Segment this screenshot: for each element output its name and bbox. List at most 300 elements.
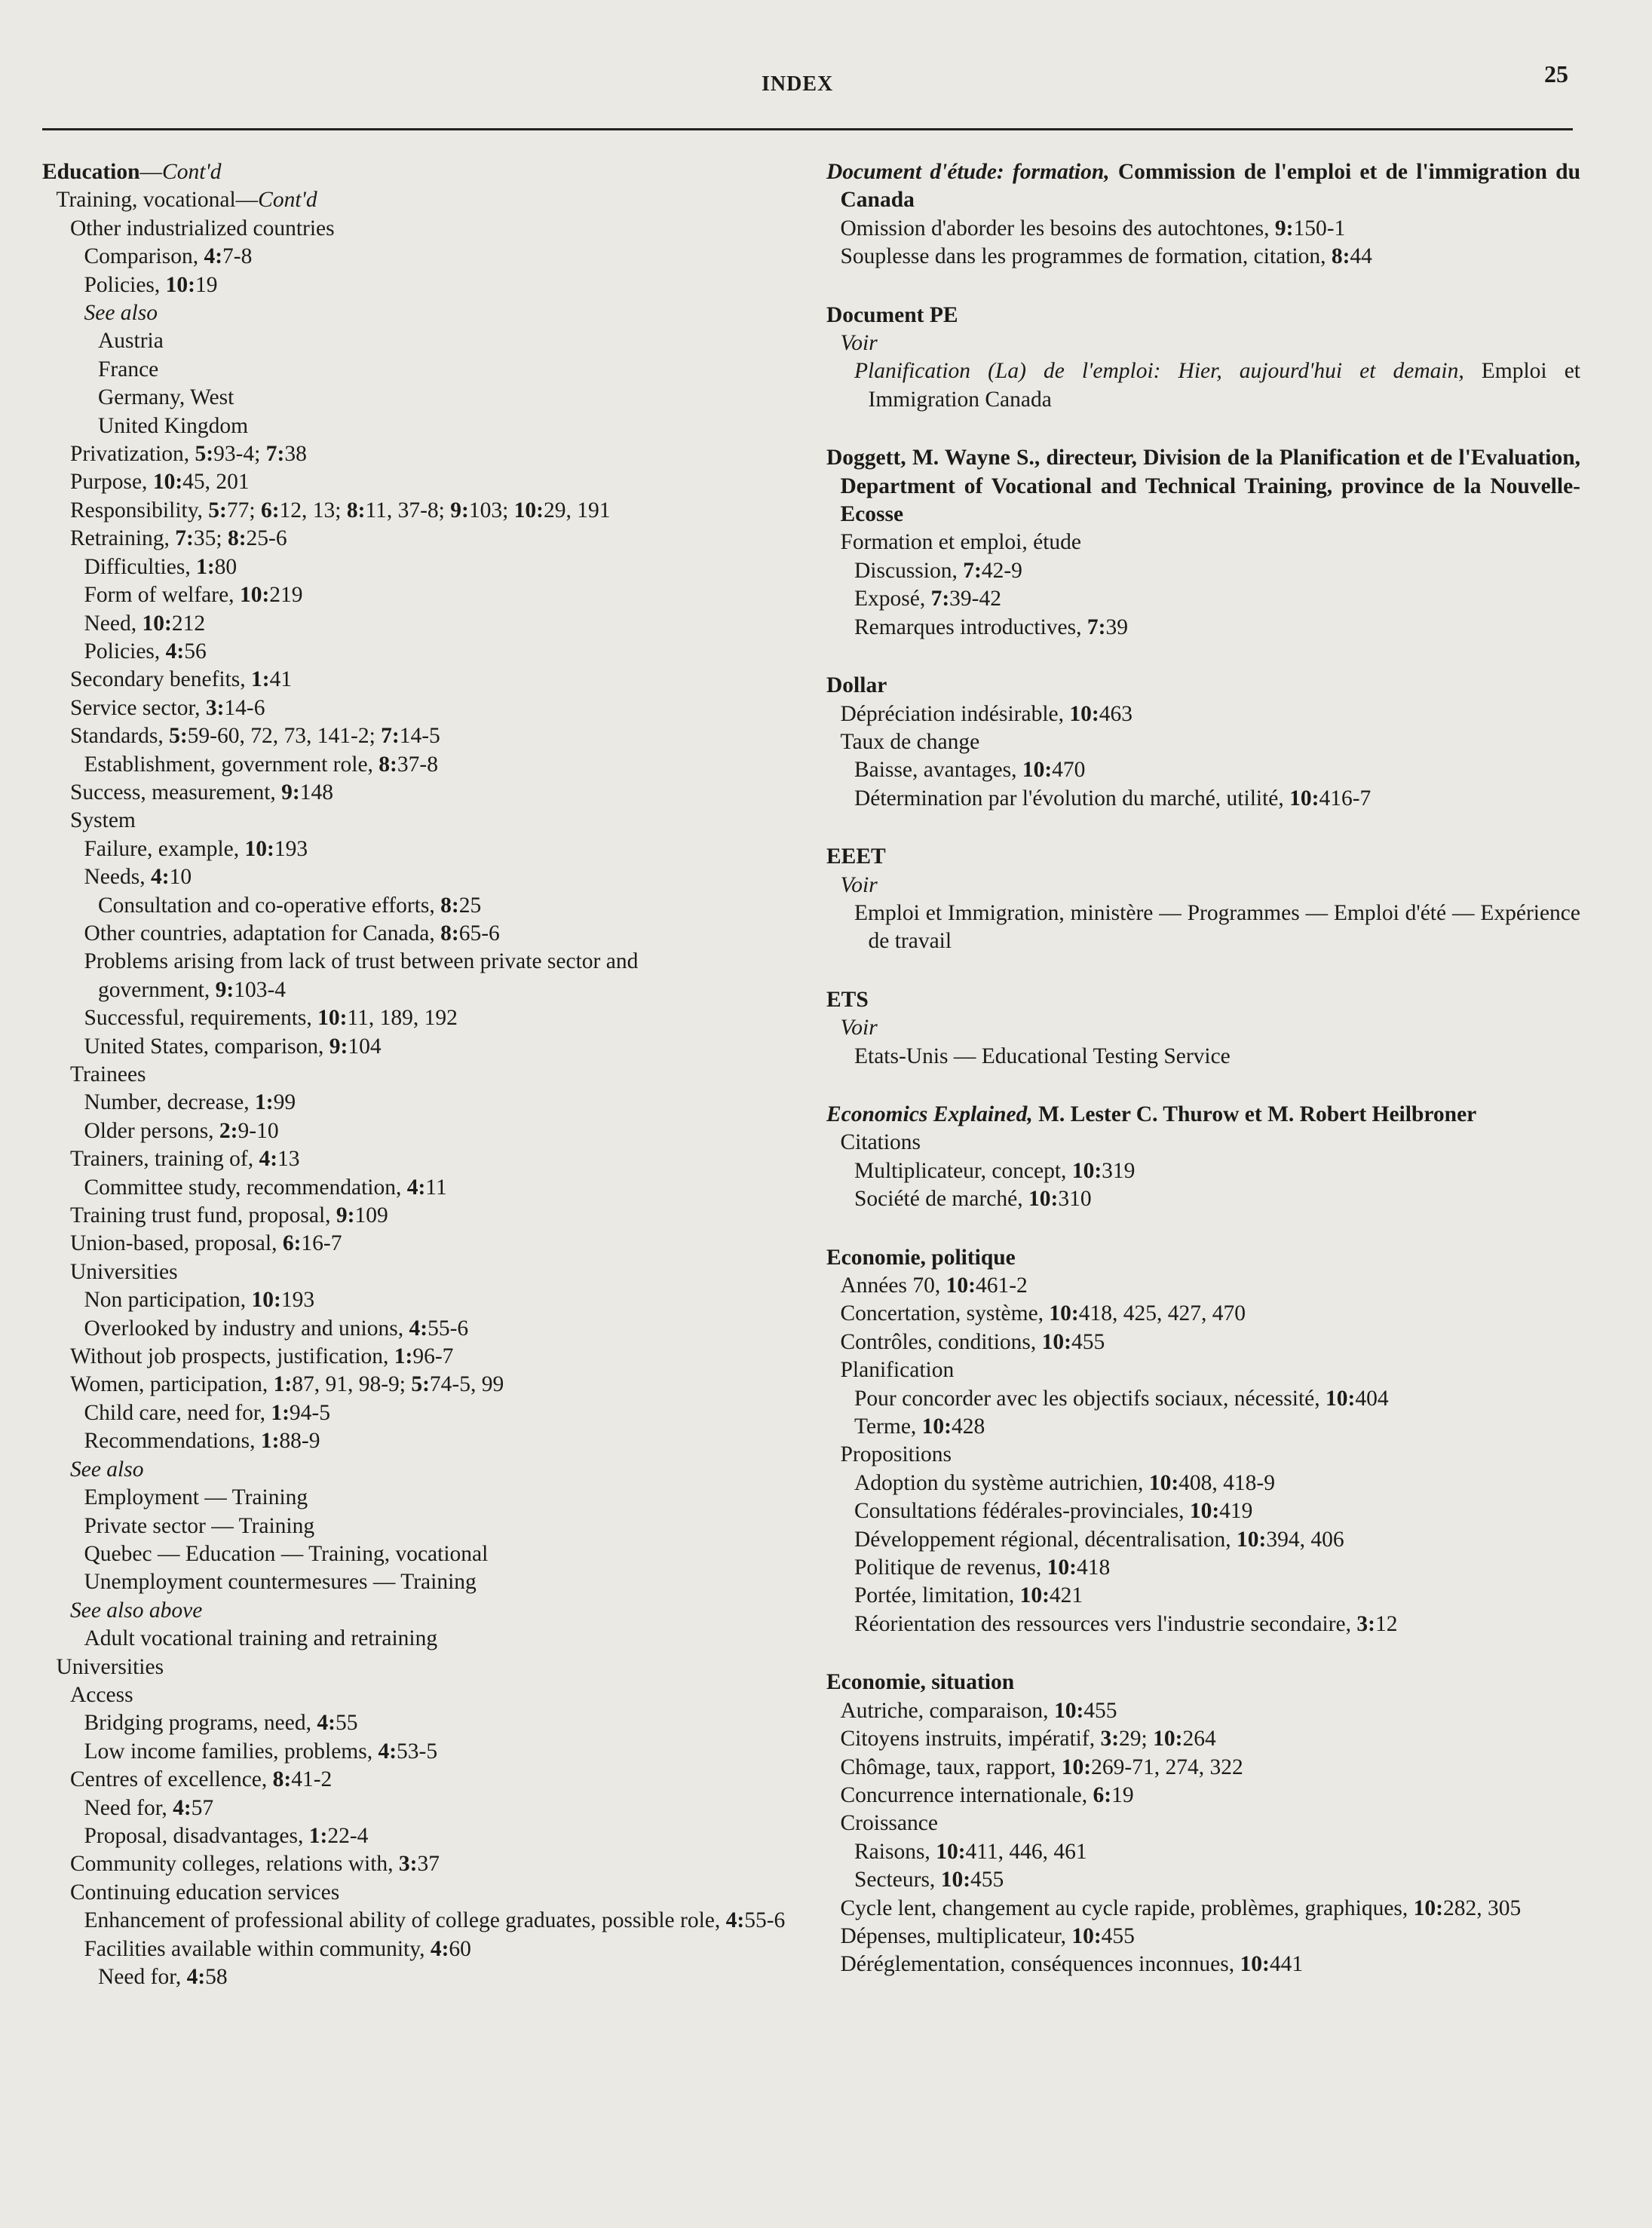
entry-text: Standards, — [70, 724, 170, 749]
volume-number: 1: — [196, 554, 215, 579]
volume-number: 5: — [195, 442, 214, 467]
entry-text: Retraining, — [70, 526, 176, 551]
volume-number: 10: — [165, 272, 195, 297]
entry-text: Exposé, — [854, 587, 931, 611]
index-subentry — [826, 1725, 1580, 1753]
entry-text: 12 — [1375, 1611, 1398, 1636]
volume-number: 10: — [1071, 1158, 1102, 1183]
entry-text: Dépenses, multiplicateur, — [840, 1923, 1072, 1948]
entry-text: Multiplicateur, concept, — [854, 1158, 1072, 1183]
index-subentry — [42, 271, 811, 299]
entry-text: 37 — [417, 1852, 440, 1877]
index-subentry — [826, 1497, 1580, 1525]
entry-text: 22-4 — [327, 1823, 369, 1848]
entry-text: 455 — [970, 1868, 1004, 1892]
entry-text: Concurrence internationale, — [840, 1782, 1093, 1807]
entry-text: Raisons, — [854, 1839, 936, 1864]
volume-number: 8: — [440, 893, 459, 918]
index-subentry — [42, 299, 811, 327]
index-subentry — [826, 899, 1580, 956]
entry-text: Without job prospects, justification, — [70, 1344, 394, 1369]
volume-number: 1: — [251, 667, 270, 692]
entry-text: Développement régional, décentralisation, — [854, 1527, 1237, 1552]
entry-separator — [826, 956, 1580, 986]
entry-text: 55-6 — [428, 1316, 469, 1341]
volume-number: 10: — [1326, 1386, 1356, 1411]
index-subentry — [42, 1033, 811, 1061]
volume-number: 3: — [205, 695, 225, 720]
entry-text: Terme, — [854, 1414, 922, 1439]
index-subentry — [826, 1610, 1580, 1638]
volume-number: 10: — [142, 611, 172, 636]
entry-text: Need for, — [98, 1965, 187, 1989]
entry-text: Overlooked by industry and unions, — [84, 1316, 409, 1341]
index-subentry — [826, 1697, 1580, 1725]
index-subentry — [42, 1343, 811, 1371]
entry-text: Voir — [840, 1016, 878, 1040]
index-subentry — [42, 1738, 811, 1766]
index-subentry — [42, 1766, 811, 1794]
index-subentry — [826, 785, 1580, 813]
volume-number: 6: — [282, 1231, 302, 1256]
entry-text: Older persons, — [84, 1118, 219, 1143]
entry-text: Concertation, système, — [840, 1301, 1050, 1326]
entry-text: Other countries, adaptation for Canada, — [84, 921, 441, 945]
index-heading — [826, 1669, 1580, 1696]
volume-number: 5: — [208, 498, 227, 523]
entry-text: 7-8 — [222, 244, 253, 269]
index-subentry — [42, 835, 811, 863]
entry-text: 269-71, 274, 322 — [1091, 1755, 1243, 1779]
entry-separator — [826, 813, 1580, 843]
entry-text: Document PE — [826, 302, 958, 327]
entry-text: Formation et emploi, étude — [840, 530, 1082, 555]
volume-number: 9: — [336, 1203, 355, 1228]
entry-text: Austria — [98, 329, 164, 354]
entry-text: Training trust fund, proposal, — [70, 1203, 336, 1228]
volume-number: 7: — [175, 526, 194, 551]
index-subentry — [42, 327, 811, 355]
index-heading — [826, 1244, 1580, 1272]
entry-text: 80 — [214, 554, 238, 579]
index-subentry — [826, 614, 1580, 642]
volume-number: 10: — [1028, 1187, 1059, 1212]
entry-text: 57 — [191, 1795, 214, 1820]
volume-number: 4: — [406, 1175, 426, 1200]
index-subentry — [42, 468, 811, 496]
index-subentry — [826, 1895, 1580, 1923]
volume-number: 10: — [1047, 1555, 1077, 1580]
entry-text: 104 — [348, 1034, 382, 1059]
entry-text: Document d'étude: formation, — [826, 160, 1110, 184]
entry-text: 109 — [354, 1203, 388, 1228]
entry-text: Universities — [70, 1259, 178, 1284]
entry-text: Commission de l'emploi et de l'immigration du Canada — [840, 160, 1580, 213]
entry-text: Déréglementation, conséquences inconnues, — [840, 1952, 1240, 1977]
entry-text: Proposal, disadvantages, — [84, 1823, 309, 1848]
index-heading — [826, 986, 1580, 1014]
volume-number: 4: — [725, 1908, 745, 1933]
entry-text: Training, vocational— — [56, 188, 259, 213]
entry-text: Low income families, problems, — [84, 1739, 379, 1764]
volume-number: 1: — [260, 1429, 280, 1454]
index-subentry — [42, 694, 811, 722]
index-subentry — [42, 1879, 811, 1907]
index-subentry — [42, 1625, 811, 1653]
entry-text: 11 — [425, 1175, 447, 1200]
volume-number: 8: — [1331, 244, 1350, 269]
entry-text: Comparison, — [84, 244, 204, 269]
volume-number: 4: — [173, 1795, 192, 1820]
entry-text: 58 — [205, 1965, 228, 1989]
entry-text: See also — [84, 301, 158, 326]
entry-text: 99 — [273, 1090, 296, 1115]
entry-text: Cont'd — [258, 188, 317, 213]
volume-number: 9: — [1274, 216, 1294, 241]
entry-text: 394, 406 — [1266, 1527, 1344, 1552]
entry-text: Etats-Unis — Educational Testing Service — [854, 1044, 1231, 1068]
index-column-right — [826, 158, 1580, 1979]
entry-text: Chômage, taux, rapport, — [840, 1755, 1062, 1779]
entry-text: 77; — [226, 498, 261, 523]
volume-number: 10: — [946, 1273, 976, 1298]
index-subentry — [42, 1089, 811, 1117]
index-heading — [826, 444, 1580, 529]
entry-text: 455 — [1071, 1329, 1105, 1354]
entry-text: See also above — [70, 1598, 203, 1623]
volume-number: 10: — [513, 498, 544, 523]
entry-text: 55-6 — [744, 1908, 786, 1933]
entry-text: Voir — [840, 331, 878, 356]
index-subentry — [826, 529, 1580, 556]
entry-text: Cycle lent, changement au cycle rapide, problèmes, graphiques, — [840, 1895, 1414, 1920]
entry-text: Private sector — Training — [84, 1513, 315, 1538]
entry-text: Cont'd — [162, 160, 222, 184]
index-subentry — [42, 1427, 811, 1455]
entry-text: Need, — [84, 611, 143, 636]
entry-separator — [826, 1638, 1580, 1669]
index-subentry — [42, 976, 811, 1004]
index-subentry — [42, 1258, 811, 1286]
entry-text: 37-8 — [397, 752, 438, 777]
index-subentry — [826, 1129, 1580, 1157]
index-subentry — [826, 1866, 1580, 1894]
entry-text: Difficulties, — [84, 554, 197, 579]
index-subentry — [826, 700, 1580, 728]
index-subentry — [42, 1145, 811, 1173]
entry-text: 421 — [1049, 1583, 1083, 1608]
entry-text: 55 — [335, 1711, 358, 1736]
volume-number: 1: — [308, 1823, 328, 1848]
volume-number: 10: — [244, 836, 274, 861]
entry-text: Contrôles, conditions, — [840, 1329, 1042, 1354]
volume-number: 7: — [963, 558, 982, 583]
entry-text: 103-4 — [234, 977, 287, 1002]
entry-text: 56 — [184, 639, 207, 663]
entry-text: Taux de change — [840, 729, 980, 754]
index-subentry — [42, 1286, 811, 1314]
entry-text: Access — [70, 1682, 133, 1707]
index-subentry — [826, 872, 1580, 899]
entry-text: Number, decrease, — [84, 1090, 256, 1115]
index-subentry — [826, 1469, 1580, 1497]
entry-text: Recommendations, — [84, 1429, 261, 1454]
entry-text: Dollar — [826, 673, 887, 698]
entry-text: 461-2 — [975, 1273, 1028, 1298]
index-subentry — [42, 1935, 811, 1963]
entry-text: 19 — [195, 272, 218, 297]
entry-text: 193 — [274, 836, 308, 861]
entry-text: Société de marché, — [854, 1187, 1028, 1212]
index-subentry — [42, 440, 811, 468]
entry-text: 103; — [468, 498, 514, 523]
entry-text: Unemployment countermesures — Training — [84, 1570, 477, 1595]
entry-text: Dépréciation indésirable, — [840, 701, 1070, 726]
entry-text: Committee study, recommendation, — [84, 1175, 407, 1200]
volume-number: 8: — [272, 1767, 292, 1792]
index-heading — [42, 158, 811, 186]
volume-number: 2: — [219, 1118, 238, 1143]
entry-text: 419 — [1219, 1499, 1253, 1524]
index-subentry — [826, 1441, 1580, 1469]
entry-text: Economie, situation — [826, 1670, 1015, 1695]
volume-number: 10: — [921, 1414, 952, 1439]
entry-text: Success, measurement, — [70, 780, 282, 804]
entry-text: 35; — [193, 526, 228, 551]
volume-number: 10: — [1148, 1470, 1179, 1495]
index-subentry — [42, 1117, 811, 1145]
entry-text: 93-4; — [213, 442, 266, 467]
entry-text: Planification — [840, 1358, 955, 1383]
entry-text: France — [98, 357, 159, 382]
volume-number: 10: — [1237, 1527, 1267, 1552]
entry-text: Citations — [840, 1130, 921, 1155]
entry-text: Portée, limitation, — [854, 1583, 1020, 1608]
index-subentry — [42, 610, 811, 638]
entry-text: Omission d'aborder les besoins des autochtones, — [840, 216, 1275, 241]
entry-text: Secondary benefits, — [70, 667, 252, 692]
index-heading — [826, 672, 1580, 700]
volume-number: 3: — [1100, 1727, 1120, 1751]
volume-number: 10: — [1189, 1499, 1220, 1524]
entry-text: 470 — [1052, 758, 1086, 783]
volume-number: 4: — [150, 865, 170, 890]
volume-number: 10: — [940, 1868, 971, 1892]
entry-text: 9-10 — [238, 1118, 279, 1143]
entry-text: Economics Explained, — [826, 1102, 1033, 1126]
index-subentry — [826, 756, 1580, 784]
entry-text: Secteurs, — [854, 1868, 941, 1892]
index-subentry — [826, 1810, 1580, 1837]
entry-text: 12, 13; — [279, 498, 347, 523]
index-subentry — [42, 1540, 811, 1568]
entry-text: Autriche, comparaison, — [840, 1698, 1054, 1723]
entry-text: 404 — [1355, 1386, 1389, 1411]
entry-text: Discussion, — [854, 558, 964, 583]
entry-text: 87, 91, 98-9; — [292, 1372, 412, 1397]
entry-text: Failure, example, — [84, 836, 245, 861]
index-subentry — [826, 1782, 1580, 1810]
entry-text: Service sector, — [70, 695, 206, 720]
entry-text: 264 — [1182, 1727, 1216, 1751]
index-subentry — [826, 557, 1580, 585]
index-subentry — [42, 1484, 811, 1512]
index-subentry — [42, 356, 811, 384]
volume-number: 10: — [1240, 1952, 1270, 1977]
volume-number: 1: — [394, 1344, 413, 1369]
entry-text: Child care, need for, — [84, 1400, 271, 1425]
index-subentry — [42, 920, 811, 948]
volume-number: 3: — [1356, 1611, 1375, 1636]
index-subentry — [42, 243, 811, 271]
index-subentry — [826, 1838, 1580, 1866]
volume-number: 4: — [378, 1739, 397, 1764]
volume-number: 7: — [930, 587, 950, 611]
volume-number: 4: — [409, 1316, 428, 1341]
volume-number: 4: — [186, 1965, 206, 1989]
index-subentry — [826, 1923, 1580, 1951]
index-subentry — [42, 215, 811, 243]
entry-text: 14-5 — [399, 724, 440, 749]
entry-text: Employment — Training — [84, 1485, 308, 1510]
index-subentry — [42, 412, 811, 440]
volume-number: 10: — [251, 1288, 281, 1313]
volume-number: 10: — [1289, 786, 1319, 811]
entry-text: 212 — [171, 611, 206, 636]
volume-number: 9: — [281, 780, 300, 804]
index-subentry — [42, 1568, 811, 1596]
index-subentry — [826, 1272, 1580, 1300]
volume-number: 5: — [169, 724, 188, 749]
volume-number: 10: — [239, 583, 270, 608]
entry-text: Enhancement of professional ability of college graduates, possible role, — [84, 1908, 726, 1933]
entry-text: 41 — [269, 667, 293, 692]
entry-text: Privatization, — [70, 442, 195, 467]
index-subentry — [42, 722, 811, 750]
volume-number: 10: — [1153, 1727, 1183, 1751]
index-subentry — [42, 807, 811, 835]
index-subentry — [42, 1512, 811, 1540]
volume-number: 10: — [317, 1006, 348, 1031]
entry-text: ETS — [826, 987, 869, 1012]
entry-text: Education — [42, 160, 140, 184]
entry-text: Adult vocational training and retraining — [84, 1626, 438, 1651]
entry-text: Form of welfare, — [84, 583, 240, 608]
index-subentry — [826, 1014, 1580, 1042]
entry-text: 19 — [1111, 1782, 1134, 1807]
entry-text: 148 — [299, 780, 333, 804]
index-subentry — [42, 751, 811, 779]
volume-number: 9: — [329, 1034, 348, 1059]
entry-text: 16-7 — [301, 1231, 342, 1256]
entry-text: Bridging programs, need, — [84, 1711, 317, 1736]
volume-number: 3: — [398, 1852, 418, 1877]
entry-text: Problems arising from lack of trust between private sector and — [84, 949, 639, 974]
entry-text: 94-5 — [289, 1400, 330, 1425]
index-subentry — [826, 1385, 1580, 1413]
index-subentry — [42, 1597, 811, 1625]
volume-number: 8: — [346, 498, 366, 523]
volume-number: 6: — [260, 498, 280, 523]
index-subentry — [826, 728, 1580, 756]
index-subentry — [42, 1653, 811, 1681]
index-subentry — [826, 1329, 1580, 1356]
volume-number: 1: — [271, 1400, 290, 1425]
entry-text: Policies, — [84, 639, 166, 663]
index-subentry — [42, 638, 811, 666]
entry-text: 319 — [1102, 1158, 1136, 1183]
volume-number: 1: — [273, 1372, 293, 1397]
entry-text: Needs, — [84, 865, 151, 890]
volume-number: 10: — [1053, 1698, 1084, 1723]
entry-text: Other industrialized countries — [70, 216, 335, 241]
volume-number: 10: — [1019, 1583, 1050, 1608]
index-subentry — [826, 1554, 1580, 1582]
index-subentry — [826, 1526, 1580, 1554]
entry-text: Union-based, proposal, — [70, 1231, 283, 1256]
entry-separator — [826, 642, 1580, 672]
entry-text: Non participation, — [84, 1288, 252, 1313]
index-subentry — [42, 892, 811, 920]
entry-text: 53-5 — [397, 1739, 438, 1764]
entry-text: Consultations fédérales-provinciales, — [854, 1499, 1190, 1524]
entry-text: 411, 446, 461 — [965, 1839, 1087, 1864]
volume-number: 5: — [411, 1372, 430, 1397]
volume-number: 10: — [936, 1839, 966, 1864]
entry-text: Réorientation des ressources vers l'industrie secondaire, — [854, 1611, 1357, 1636]
entry-text: Successful, requirements, — [84, 1006, 318, 1031]
entry-text: 408, 418-9 — [1178, 1470, 1275, 1495]
entry-text: 13 — [277, 1147, 300, 1172]
entry-text: 11, 189, 192 — [347, 1006, 458, 1031]
entry-text: Croissance — [840, 1811, 938, 1836]
index-heading — [826, 843, 1580, 871]
index-subentry — [42, 186, 811, 214]
entry-text: 455 — [1083, 1698, 1117, 1723]
entry-text: Voir — [840, 872, 878, 897]
entry-text: 428 — [952, 1414, 985, 1439]
entry-text: 65-6 — [458, 921, 500, 945]
volume-number: 7: — [1087, 614, 1106, 639]
entry-text: 39 — [1105, 614, 1128, 639]
index-heading — [826, 1101, 1580, 1129]
entry-text: 74-5, 99 — [429, 1372, 504, 1397]
entry-text: Emploi et Immigration, ministère — Programmes — Emploi d'été — Expérience de travail — [854, 900, 1580, 954]
entry-text: 96-7 — [412, 1344, 454, 1369]
entry-text: Universities — [56, 1654, 164, 1679]
index-subentry — [42, 1174, 811, 1202]
index-subentry — [42, 1315, 811, 1343]
entry-text: 418, 425, 427, 470 — [1078, 1301, 1246, 1326]
index-subentry — [42, 863, 811, 891]
entry-separator — [826, 414, 1580, 444]
entry-separator — [826, 1214, 1580, 1244]
entry-text: Trainers, training of, — [70, 1147, 259, 1172]
entry-text: Quebec — Education — Training, vocational — [84, 1541, 489, 1566]
entry-text: 441 — [1269, 1952, 1304, 1977]
volume-number: 7: — [381, 724, 400, 749]
entry-text: 45, 201 — [182, 470, 250, 495]
entry-text: 41-2 — [291, 1767, 333, 1792]
index-subentry — [826, 585, 1580, 613]
index-subentry — [826, 1951, 1580, 1978]
index-subentry — [826, 1043, 1580, 1071]
index-subentry — [826, 1582, 1580, 1610]
entry-text: Trainees — [70, 1062, 146, 1086]
entry-text: 150-1 — [1293, 216, 1346, 241]
running-head: INDEX — [762, 72, 834, 96]
volume-number: 8: — [379, 752, 397, 777]
